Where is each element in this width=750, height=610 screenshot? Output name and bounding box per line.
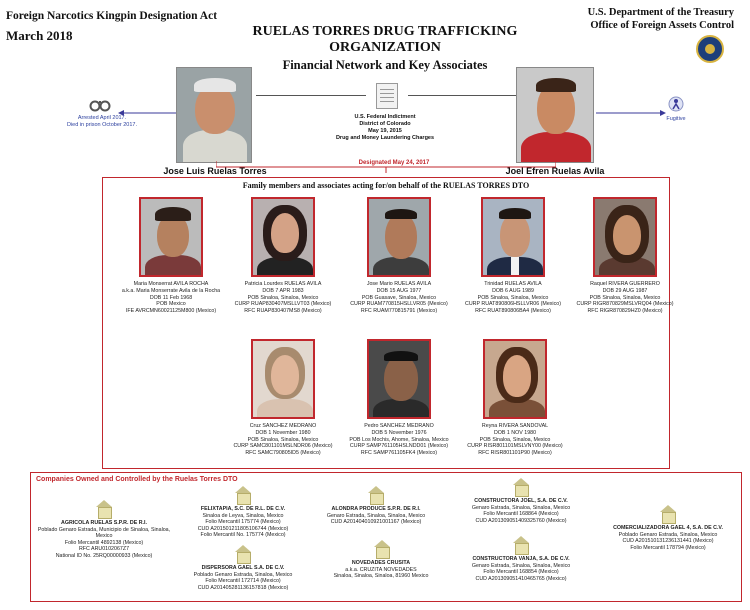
person-detail: IFE AVRCMN60021125M800 (Mexico) (125, 308, 217, 315)
agency-line1: U.S. Department of the Treasury (587, 7, 734, 18)
chart-title-block (200, 24, 570, 73)
company-detail: Sinaloa de Leyva, Sinaloa, Mexico (202, 512, 284, 519)
company-detail: Folio Mercantil 4892138 (Mexico) (64, 539, 144, 546)
company-name: CONSTRUCTORA JOEL, S.A. DE C.V. (474, 498, 568, 504)
treasury-seal-icon (696, 35, 724, 63)
company-detail: Folio Mercantil No. 175774 (Mexico) (200, 532, 286, 539)
company-detail: CUD A201404010921001167 (Mexico) (330, 519, 422, 526)
chart-subtitle: Financial Network and Key Associates (282, 58, 488, 72)
company-detail: Poblado Genaro Estrada, Sinaloa, Mexico (193, 571, 293, 578)
company-detail: Genaro Estrada, Sinaloa, Sinaloa, Mexico (471, 562, 571, 569)
company-name: FELIXTAPIA, S.C. DE R.L. DE C.V. (200, 506, 286, 512)
header-left (6, 6, 217, 46)
chart-title: RUELAS TORRES DRUG TRAFFICKING ORGANIZATION (252, 24, 518, 55)
person-detail: POB Sinaloa, Sinaloa, Mexico (479, 436, 551, 443)
person-name: Cruz SANCHEZ MEDRANO (249, 423, 317, 429)
person-name: Jose Mario RUELAS AVILA (366, 281, 432, 287)
person-info (450, 423, 580, 457)
person-detail: CURP RUAT890806HSLLVR06 (Mexico) (465, 301, 561, 308)
company-name: COMERCIALIZADORA GAEL 4, S.A. DE C.V. (613, 525, 723, 531)
leader-name-left: Jose Luis Ruelas Torres (163, 166, 267, 176)
person-photo (593, 197, 657, 277)
person-photo (481, 197, 545, 277)
leaders-connector-right (408, 95, 516, 96)
person-photo (483, 339, 547, 419)
person-detail: CURP RISR801101MSLVNY00 (Mexico) (467, 443, 563, 450)
person-info (448, 281, 578, 315)
person-detail: DOB 29 AUG 1987 (602, 287, 648, 294)
person-detail: DOB 7 APR 1983 (262, 287, 304, 294)
company-card (178, 545, 308, 591)
company-name: ALONDRA PRODUCE S.P.R. DE R.I. (331, 506, 421, 512)
company-detail: CUD A201501211805106744 (Mexico) (197, 525, 289, 532)
person-detail: POB Mexico (156, 301, 186, 308)
person-info (106, 281, 236, 315)
company-card (178, 486, 308, 539)
act-name: Foreign Narcotics Kingpin Designation Act (6, 10, 218, 22)
building-icon (368, 486, 384, 503)
person-photo (251, 339, 315, 419)
family-section-title: Family members and associates acting for/on behalf of the RUELAS TORRES DTO (242, 181, 530, 190)
person-detail: POB Guasave, Sinaloa, Mexico (361, 294, 437, 301)
leader-name-right: Joel Efren Ruelas Avila (505, 166, 605, 176)
company-card (326, 540, 436, 580)
company-detail: Folio Mercantil 172714 (Mexico) (205, 578, 281, 585)
person-detail: POB Los Mochis, Ahome, Sinaloa, Mexico (349, 436, 449, 443)
fugitive-note: Fugitive (666, 116, 686, 122)
company-name: NOVEDADES CRUSITA (351, 560, 411, 566)
company-detail: National ID No. 25RQ00000933 (Mexico) (55, 552, 153, 559)
company-name: AGRICOLA RUELAS S.P.R. DE R.I. (61, 520, 147, 526)
company-card (316, 486, 436, 526)
company-detail: Folio Mercantil 178794 (Mexico) (630, 544, 706, 551)
person-detail: RFC SAMP761105FK4 (Mexico) (360, 450, 438, 457)
company-detail: CUD A201405281136157818 (Mexico) (197, 584, 289, 591)
company-detail: Poblado Genaro Estrada, Sinaloa, Mexico (618, 531, 718, 538)
person-info (334, 281, 464, 315)
company-detail: a.k.a. CRUZITA NOVEDADES (345, 566, 417, 573)
person-detail: RFC RIGR870829HZ0 (Mexico) (587, 308, 663, 315)
building-icon (235, 486, 251, 503)
person-detail: CURP RUAP830407MSLLVT03 (Mexico) (234, 301, 332, 308)
leaders-connector (256, 95, 366, 96)
company-detail: Folio Mercantil 168854 (Mexico) (483, 569, 559, 576)
building-icon (96, 500, 112, 517)
company-card (446, 536, 596, 582)
person-detail: POB Sinaloa, Sinaloa, Mexico (589, 294, 661, 301)
designated-date: Designated May 24, 2017 (344, 160, 444, 166)
indictment-line: May 19, 2015 (368, 128, 402, 134)
person-info (218, 423, 348, 457)
person-detail: RFC RUAT890806BA4 (Mexico) (475, 308, 551, 315)
person-card (448, 197, 578, 315)
person-detail: DOB 6 AUG 1989 (492, 287, 534, 294)
handcuffs-icon (89, 98, 111, 112)
person-card (218, 339, 348, 457)
company-card (34, 500, 174, 560)
indictment-line: District of Colorado (359, 121, 411, 127)
building-icon (660, 505, 676, 522)
person-name: Trinidad RUELAS AVILA (484, 281, 542, 287)
person-detail: a.k.a. Maria Monserrate Avila de la Rocha (121, 287, 221, 294)
company-detail: Genaro Estrada, Sinaloa, Sinaloa, Mexico (471, 504, 571, 511)
person-detail: POB Sinaloa, Sinaloa, Mexico (477, 294, 549, 301)
company-detail: Sinaloa, Sinaloa, Sinaloa, 81960 Mexico (333, 573, 429, 580)
person-detail: DOB 5 November 1976 (371, 429, 427, 436)
person-card (334, 197, 464, 315)
person-detail: RFC SAMC790805ID5 (Mexico) (245, 450, 321, 457)
person-card (560, 197, 690, 315)
left-connector-arrow (118, 103, 176, 121)
person-name: Reyna RIVERA SANDOVAL (481, 423, 549, 429)
person-card (106, 197, 236, 315)
person-card (450, 339, 580, 457)
person-detail: CURP SAMP761105HSLNDD01 (Mexico) (349, 443, 449, 450)
person-info (560, 281, 690, 315)
company-detail: CUD A201309051409325760 (Mexico) (475, 517, 567, 524)
person-detail: DOB 1 November 1980 (255, 429, 311, 436)
death-note: Died in prison October 2017. (66, 122, 137, 128)
person-name: Raquel RIVERA GUERRERO (590, 281, 660, 287)
company-detail: RFC ARU0102067Z7 (78, 546, 130, 553)
person-detail: DOB 1 NOV 1980 (493, 429, 537, 436)
company-detail: Genaro Estrada, Sinaloa, Sinaloa, Mexico (326, 512, 426, 519)
person-name: Maria Monserrat AVILA ROCHA (133, 281, 209, 287)
companies-section-title: Companies Owned and Controlled by the Ruelas Torres DTO (36, 476, 238, 483)
building-icon (513, 536, 529, 553)
person-name: Pedro SANCHEZ MEDRANO (364, 423, 434, 429)
building-icon (513, 478, 529, 495)
company-card (598, 505, 738, 551)
person-detail: RFC RUAP830407MS8 (Mexico) (244, 308, 322, 315)
person-name: Patricia Lourdes RUELAS AVILA (244, 281, 322, 287)
header-date: March 2018 (6, 28, 73, 43)
person-photo (367, 197, 431, 277)
person-detail: CURP RIGR870829MSLVRQ04 (Mexico) (576, 301, 674, 308)
company-detail: CUD A201510131236131441 (Mexico) (622, 538, 714, 545)
person-detail: RFC RUAM770815791 (Mexico) (360, 308, 438, 315)
arrest-note: Arrested April 2017. (77, 115, 127, 121)
store-icon (374, 540, 388, 557)
agency-line2: Office of Foreign Assets Control (590, 20, 734, 31)
company-detail: Poblado Genaro Estrada, Municipio de Sinaloa, Sinaloa, Mexico (37, 526, 171, 540)
person-photo (367, 339, 431, 419)
person-photo (251, 197, 315, 277)
person-info (334, 423, 464, 457)
indictment-line: U.S. Federal Indictment (354, 114, 416, 120)
leader-photo-left (176, 67, 252, 163)
person-photo (139, 197, 203, 277)
company-name: DISPERSORA GAEL S.A. DE C.V. (201, 565, 285, 571)
building-icon (235, 545, 251, 562)
person-detail: RFC RISR801101P90 (Mexico) (478, 450, 552, 457)
fugitive-icon (668, 96, 684, 112)
company-name: CONSTRUCTORA VANJA, S.A. DE C.V. (472, 556, 570, 562)
company-detail: CUD A201309051410465765 (Mexico) (475, 575, 567, 582)
agency-block (588, 6, 734, 32)
person-detail: DOB 15 AUG 1977 (376, 287, 422, 294)
indictment-line: Drug and Money Laundering Charges (335, 135, 435, 141)
document-icon (376, 83, 398, 109)
person-card (218, 197, 348, 315)
person-info (218, 281, 348, 315)
indictment-text (330, 114, 440, 142)
company-detail: Folio Mercantil 175774 (Mexico) (205, 519, 281, 526)
person-detail: CURP RUAM770815HSLLVR05 (Mexico) (350, 301, 448, 308)
company-card (446, 478, 596, 524)
person-detail: CURP SAMC801101MSLNDR06 (Mexico) (233, 443, 333, 450)
person-card (334, 339, 464, 457)
company-detail: Folio Mercantil 168864 (Mexico) (483, 511, 559, 518)
person-detail: POB Sinaloa, Sinaloa, Mexico (247, 294, 319, 301)
person-detail: POB Sinaloa, Sinaloa, Mexico (247, 436, 319, 443)
leader-photo-right (516, 67, 594, 163)
person-detail: DOB 11 Feb 1968 (149, 294, 193, 301)
